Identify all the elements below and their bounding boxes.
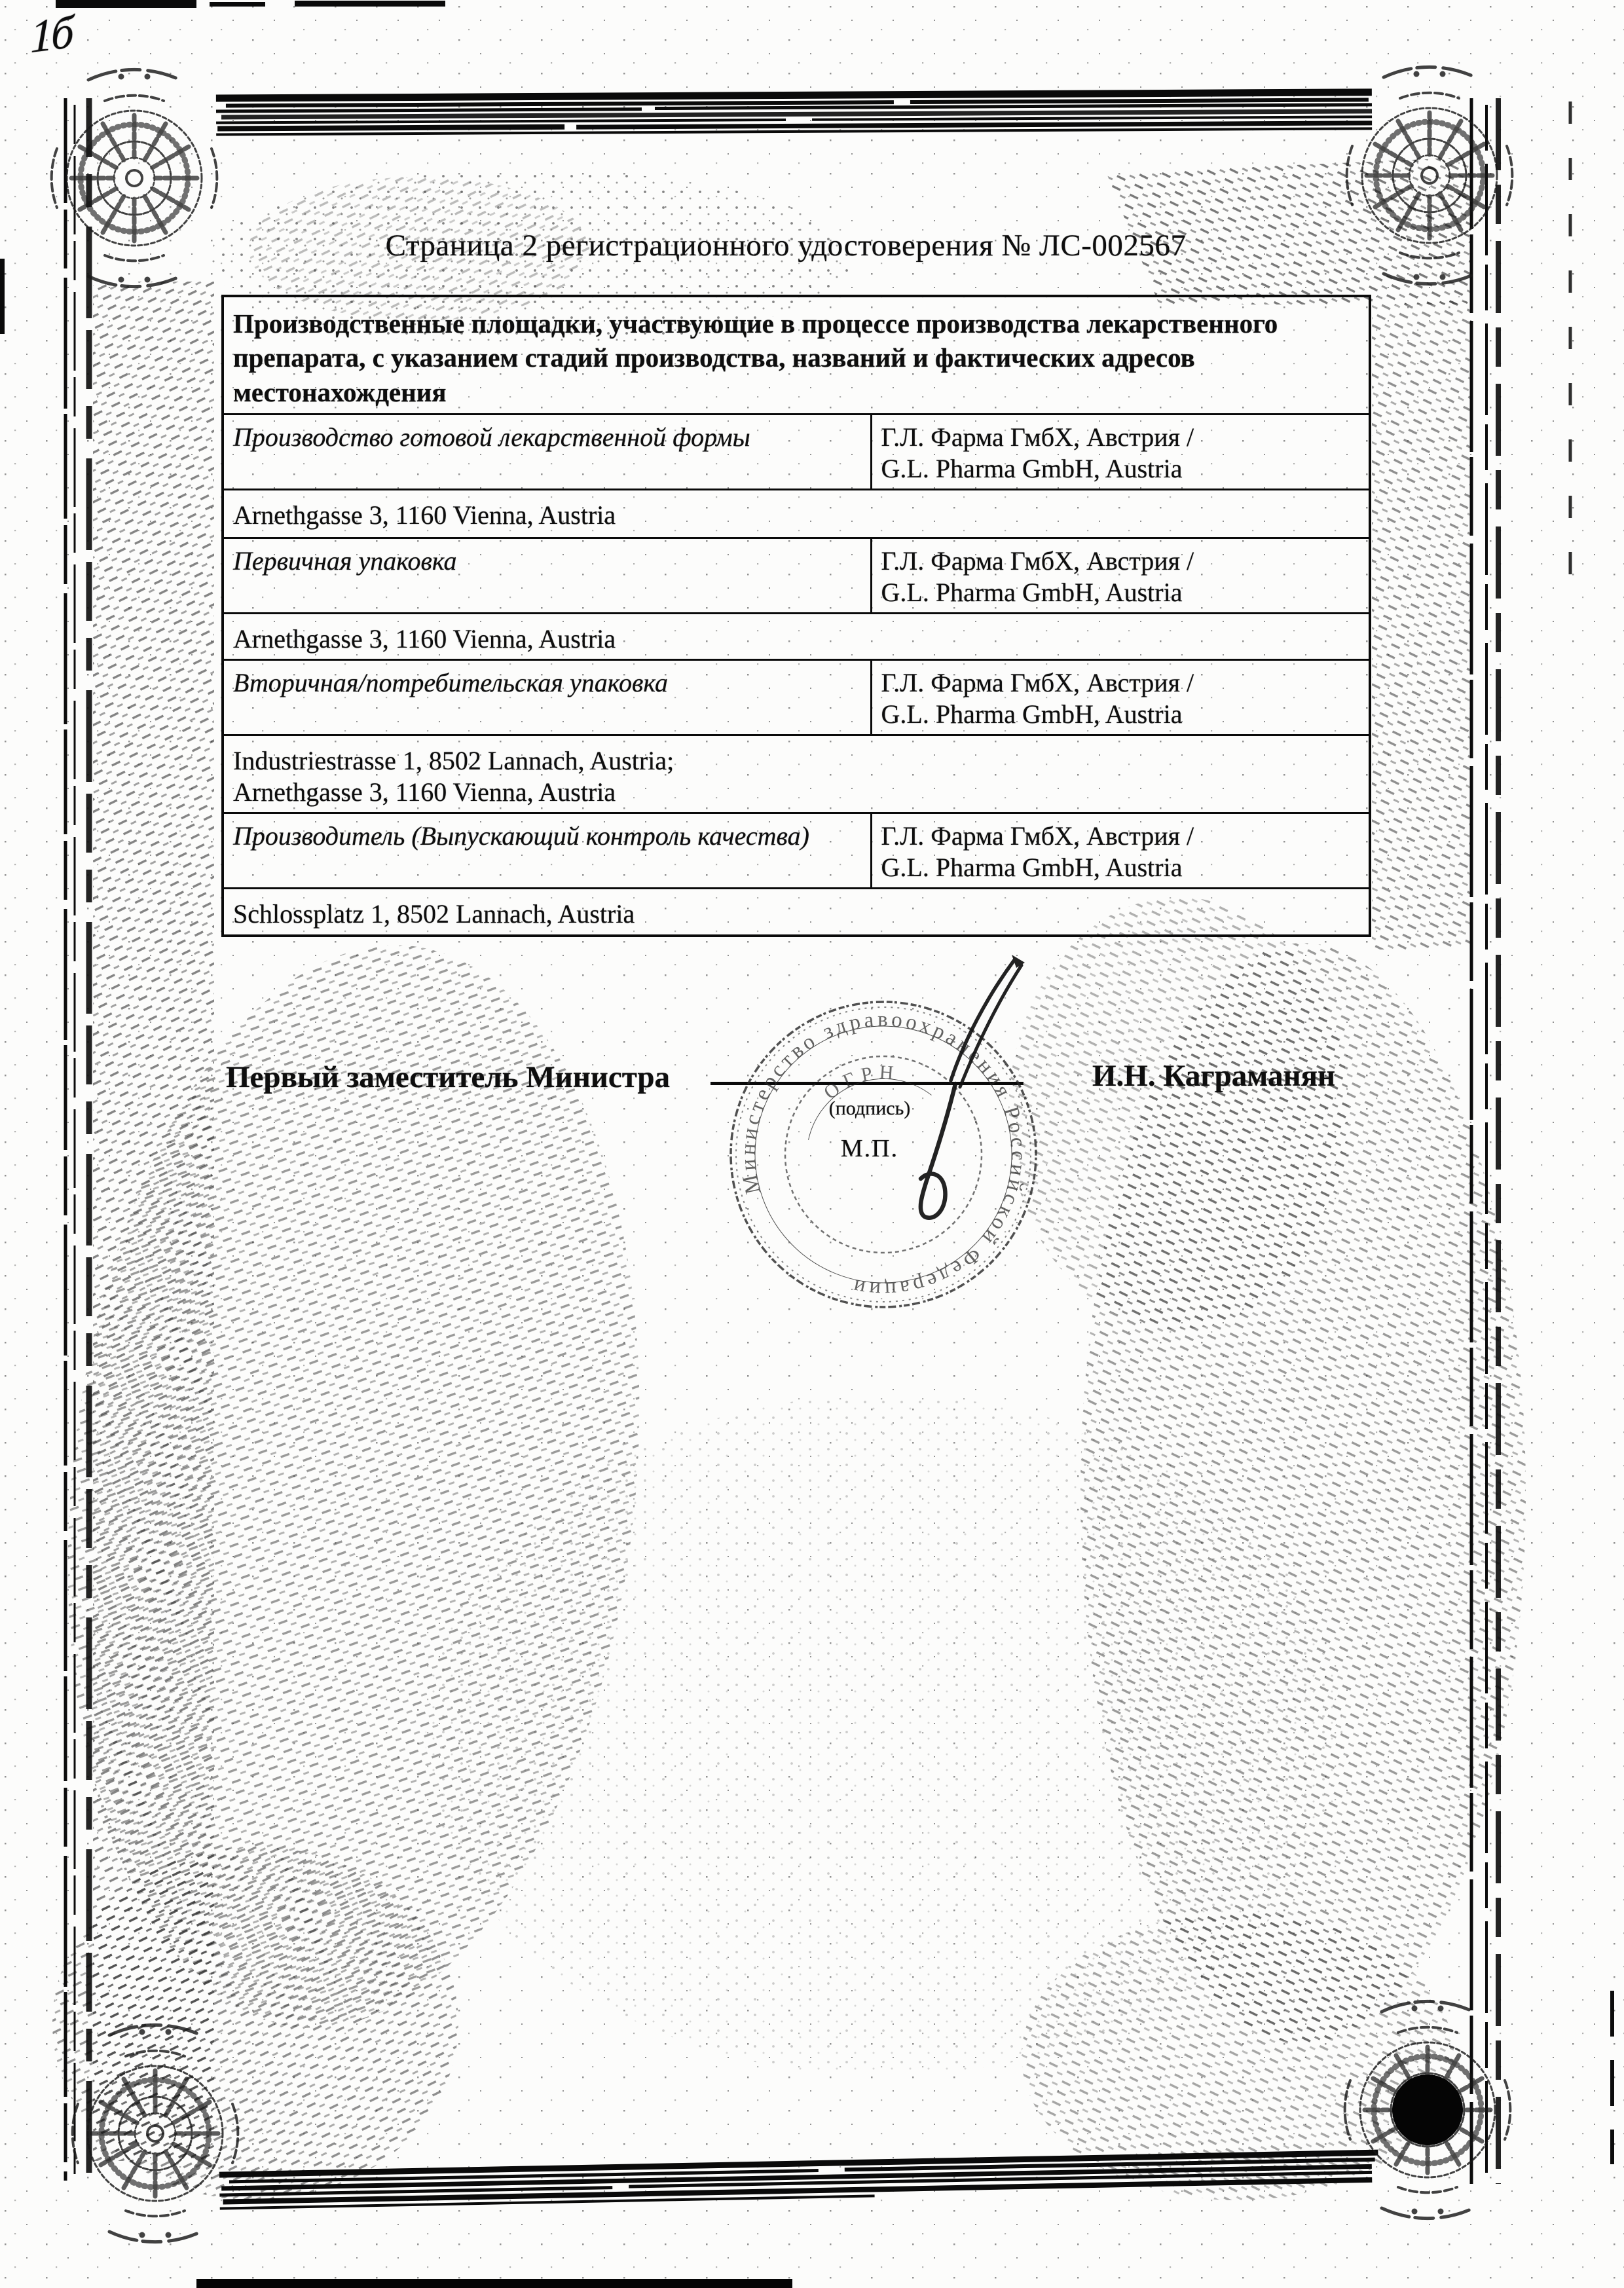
- production-sites-table: [221, 295, 1371, 937]
- table-row: [223, 538, 1370, 614]
- seal-place-label: М.П.: [840, 1135, 899, 1162]
- address-line-1: Industriestrasse 1, 8502 Lannach, Austria;: [233, 746, 674, 776]
- address-cell: [223, 735, 1370, 813]
- stage-cell: Производство готовой лекарственной формы: [223, 415, 871, 490]
- address-cell: Arnethgasse 3, 1160 Vienna, Austria: [223, 490, 1370, 538]
- signatory-title: Первый заместитель Министра: [226, 1060, 671, 1094]
- punch-hole-dot: [1392, 2075, 1463, 2145]
- company-name-ru: Г.Л. Фарма ГмбХ, Австрия /: [881, 821, 1194, 851]
- company-name-ru: Г.Л. Фарма ГмбХ, Австрия /: [881, 546, 1194, 576]
- handwritten-page-mark: 1б: [30, 7, 72, 64]
- company-cell: [871, 415, 1370, 490]
- company-name-ru: Г.Л. Фарма ГмбХ, Австрия /: [881, 668, 1194, 698]
- table-row-header: [223, 296, 1370, 415]
- signatory-name: И.Н. Каграманян: [1092, 1059, 1336, 1093]
- signature-caption: (подпись): [828, 1098, 911, 1119]
- bottom-edge-bar: [196, 2279, 792, 2288]
- table-row: [223, 735, 1370, 813]
- stage-cell: Производитель (Выпускающий контроль качества): [223, 813, 871, 889]
- stamp-ring-text: Министерство здравоохранения Российской Федерации: [736, 1007, 1031, 1302]
- stage-cell: Первичная упаковка: [223, 538, 871, 614]
- company-name-en: G.L. Pharma GmbH, Austria: [881, 699, 1183, 729]
- company-name-en: G.L. Pharma GmbH, Austria: [881, 578, 1183, 608]
- company-name-en: G.L. Pharma GmbH, Austria: [881, 454, 1183, 484]
- table-row: [223, 660, 1370, 735]
- handwritten-signature: [904, 935, 1041, 1231]
- address-cell: Schlossplatz 1, 8502 Lannach, Austria: [223, 889, 1370, 936]
- table-row: [223, 490, 1370, 538]
- table-row: [223, 889, 1370, 936]
- stamp-ogrn-text: ОГРН: [819, 1061, 900, 1104]
- company-cell: [871, 660, 1370, 735]
- company-name-ru: Г.Л. Фарма ГмбХ, Австрия /: [881, 422, 1194, 452]
- svg-text:ОГРН: [817, 1051, 907, 1110]
- page-title: Страница 2 регистрационного удостоверения № ЛС-002567: [385, 229, 1187, 263]
- table-row: [223, 813, 1370, 889]
- table-row: [223, 415, 1370, 490]
- table-header-cell: Производственные площадки, участвующие в процессе производства лекарственного препарата, с указанием стадий производства, названий и фактических адресов местонахождения: [223, 296, 1370, 415]
- address-cell: Arnethgasse 3, 1160 Vienna, Austria: [223, 614, 1370, 660]
- company-name-en: G.L. Pharma GmbH, Austria: [881, 853, 1183, 883]
- company-cell: [871, 538, 1370, 614]
- stage-cell: Вторичная/потребительская упаковка: [223, 660, 871, 735]
- address-line-2: Arnethgasse 3, 1160 Vienna, Austria: [233, 777, 616, 807]
- company-cell: [871, 813, 1370, 889]
- table-row: [223, 614, 1370, 660]
